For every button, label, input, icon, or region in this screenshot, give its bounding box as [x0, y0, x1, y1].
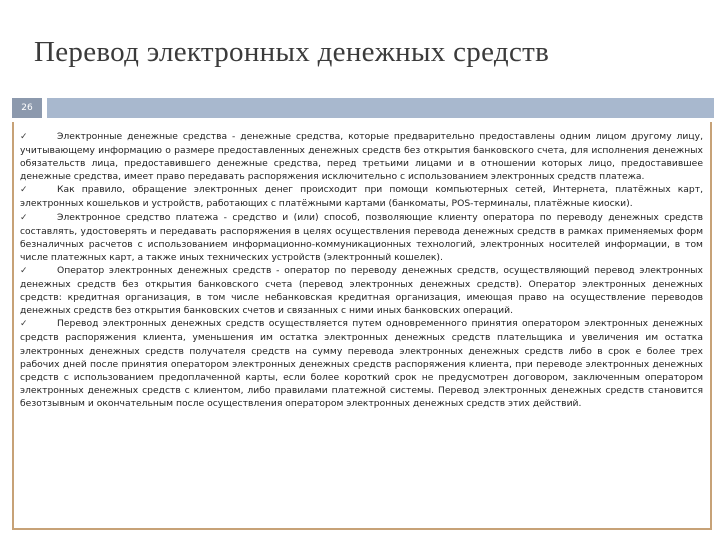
- paragraph-text: Электронное средство платежа - средство и (или) способ, позволяющие клиенту оператора по переводу денежных средств составлять, удостоверять и передавать распоряжения в целях осуществления перевода денежных средств в рамках применяемых форм безналичных расчетов с использованием информационно-коммуникационных технологий, электронных носителей информации, в том числе платежных карт, а также иных технических устройств (электронный кошелек).: [20, 211, 703, 263]
- check-icon: ✓: [20, 319, 28, 330]
- check-icon: ✓: [20, 132, 28, 142]
- content-body: [20, 130, 703, 522]
- paragraph-2: [20, 183, 703, 210]
- paragraph-text: Электронные денежные средства - денежные средства, которые предварительно предоставлены одним лицом другому лицу, учитывающему информацию о размере предоставленных денежных средств без открытия банковского счета, для исполнения денежных обязательств лица, предоставившего денежные средства, перед третьими лицами и в отношении которых лицо, предоставившее денежные средства, имеет право передавать распоряжения исключительно с использованием электронных средств платежа.: [20, 131, 703, 183]
- header-bar: [47, 98, 714, 118]
- paragraph-1: [20, 130, 703, 183]
- check-icon: ✓: [20, 265, 28, 276]
- check-icon: ✓: [20, 212, 28, 223]
- paragraph-3: [20, 211, 703, 264]
- page-title: Перевод электронных денежных средств: [34, 36, 550, 68]
- check-icon: ✓: [20, 185, 28, 196]
- paragraph-text: Оператор электронных денежных средств - оператор по переводу денежных средств, осуществляющий перевод электронных денежных средств без открытия банковского счета (перевод электронных денежных средств). Оператор электронных денежных средств: кредитная организация, в том числе небанковская кредитная организация, имеющая право на осуществление переводов денежных средств без открытия банковских счетов и связанных с ними иных банковских операций.: [20, 264, 703, 317]
- paragraph-4: [20, 264, 703, 317]
- paragraph-text: Перевод электронных денежных средств осуществляется путем одновременного принятия оператором электронных денежных средств распоряжения клиента, уменьшения им остатка электронных денежных средств плательщика и увеличения им остатка электронных денежных средств получателя средств на сумму перевода электронных денежных средств либо в срок е более трех рабочих дней после принятия оператором электронных денежных средств распоряжения клиента, при переводе электронных денежных средств с использованием предоплаченной карты, если более короткий срок не предусмотрен договором, заключенным оператором электронных денежных средств с клиентом, либо правилами платежной системы. Перевод электронных денежных средств становится безотзывным и окончательным после осуществления оператором электронных денежных средств этих действий.: [20, 318, 703, 409]
- slide-number: 26: [12, 98, 42, 118]
- paragraph-5: [20, 317, 703, 410]
- paragraph-text: Как правило, обращение электронных денег происходит при помощи компьютерных сетей, Интернета, платёжных карт, электронных кошельков и устройств, работающих с платёжными картами (банкоматы, POS-терминалы, платёжные киоски).: [20, 184, 703, 210]
